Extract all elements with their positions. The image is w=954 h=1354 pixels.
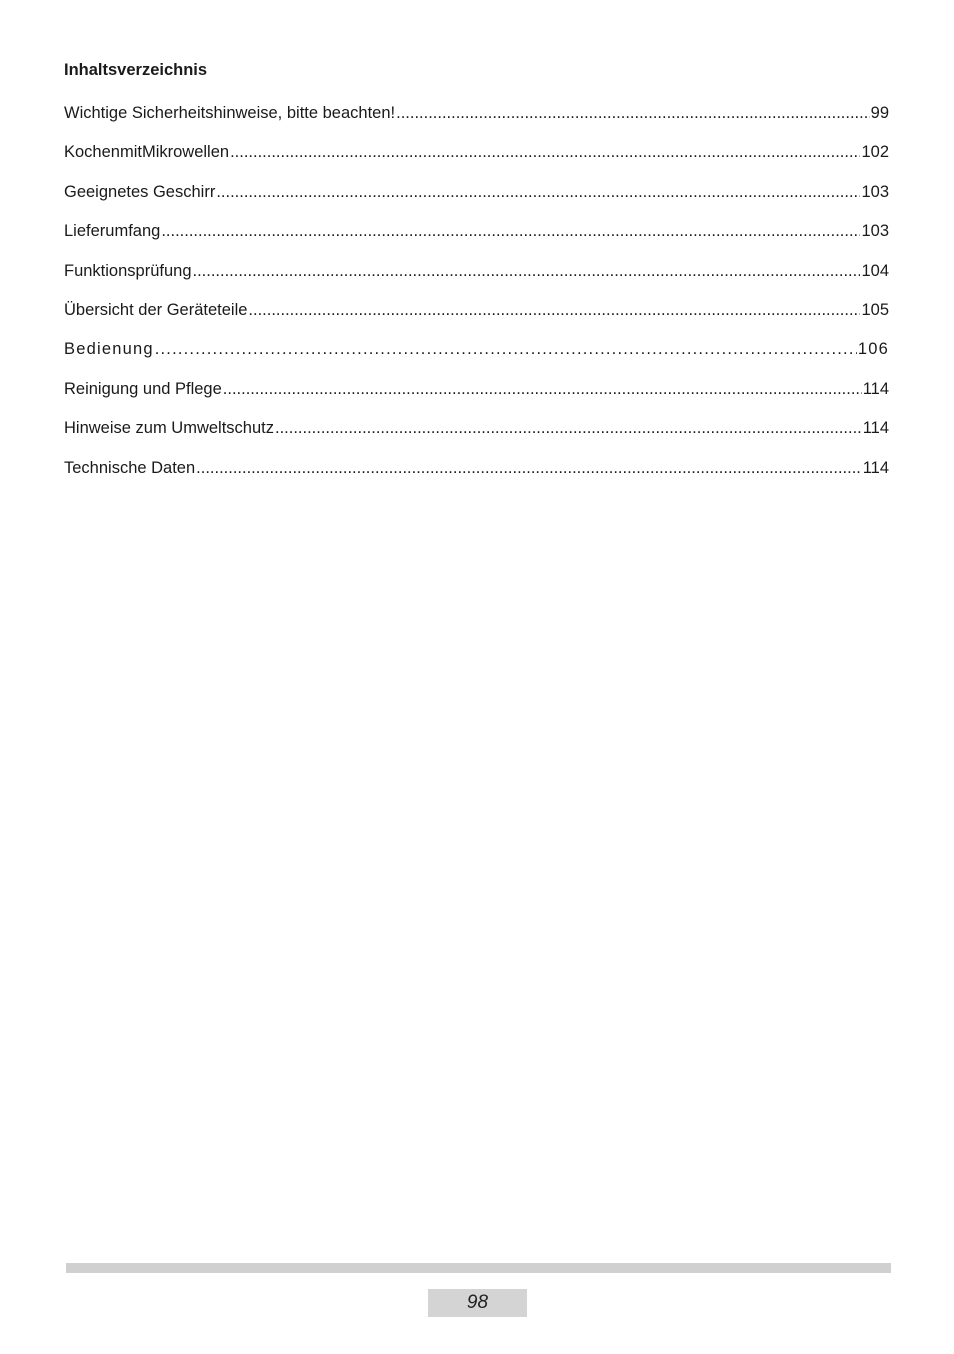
toc-entry-function-test[interactable] — [64, 262, 889, 301]
toc-leader-dots — [230, 143, 860, 162]
toc-leader-dots — [216, 183, 860, 202]
toc-leader-dots — [396, 104, 870, 123]
toc-entry-page: 114 — [862, 419, 889, 438]
toc-leader-dots — [161, 222, 860, 241]
toc-entry-technical-data[interactable] — [64, 459, 889, 498]
toc-entry-label: Hinweise zum Umweltschutz — [64, 419, 274, 438]
toc-entry-label: Reinigung und Pflege — [64, 379, 222, 398]
toc-entry-label: Wichtige Sicherheitshinweise, bitte beachten! — [64, 104, 396, 122]
toc-leader-dots — [223, 380, 862, 399]
toc-leader-dots — [275, 419, 862, 438]
toc-entry-label: KochenmitMikrowellen — [64, 143, 230, 162]
toc-entry-safety[interactable] — [64, 104, 889, 143]
toc-leader-dots — [248, 301, 860, 320]
toc-entry-label: Technische Daten — [64, 458, 196, 477]
toc-entry-cleaning[interactable] — [64, 380, 889, 419]
toc-entry-page: 99 — [870, 104, 889, 122]
page-number: 98 — [466, 1292, 489, 1313]
toc-leader-dots — [155, 340, 857, 359]
toc-entry-cookware[interactable] — [64, 183, 889, 222]
toc-entry-delivery[interactable] — [64, 222, 889, 261]
toc-entry-page: 105 — [861, 300, 889, 319]
toc-entry-environment[interactable] — [64, 419, 889, 458]
toc-leader-dots — [193, 262, 861, 281]
toc-entry-page: 106 — [857, 340, 889, 359]
footer-divider — [66, 1263, 891, 1273]
toc-entry-label: Übersicht der Geräteteile — [64, 300, 248, 319]
table-of-contents — [64, 104, 889, 498]
toc-entry-page: 104 — [861, 261, 889, 280]
toc-entry-page: 102 — [861, 143, 889, 162]
toc-entry-label: Funktionsprüfung — [64, 261, 192, 280]
toc-entry-label: Bedienung — [64, 340, 154, 359]
page-number-badge — [428, 1289, 527, 1317]
toc-entry-cooking[interactable] — [64, 143, 889, 182]
page-title: Inhaltsverzeichnis — [64, 61, 208, 79]
toc-entry-label: Lieferumfang — [64, 222, 161, 241]
toc-leader-dots — [196, 459, 862, 478]
toc-entry-page: 114 — [862, 458, 889, 477]
toc-entry-label: Geeignetes Geschirr — [64, 182, 216, 201]
toc-entry-operation[interactable] — [64, 340, 889, 379]
toc-entry-parts-overview[interactable] — [64, 301, 889, 340]
toc-entry-page: 114 — [862, 379, 889, 398]
toc-entry-page: 103 — [861, 222, 889, 241]
toc-entry-page: 103 — [861, 182, 889, 201]
